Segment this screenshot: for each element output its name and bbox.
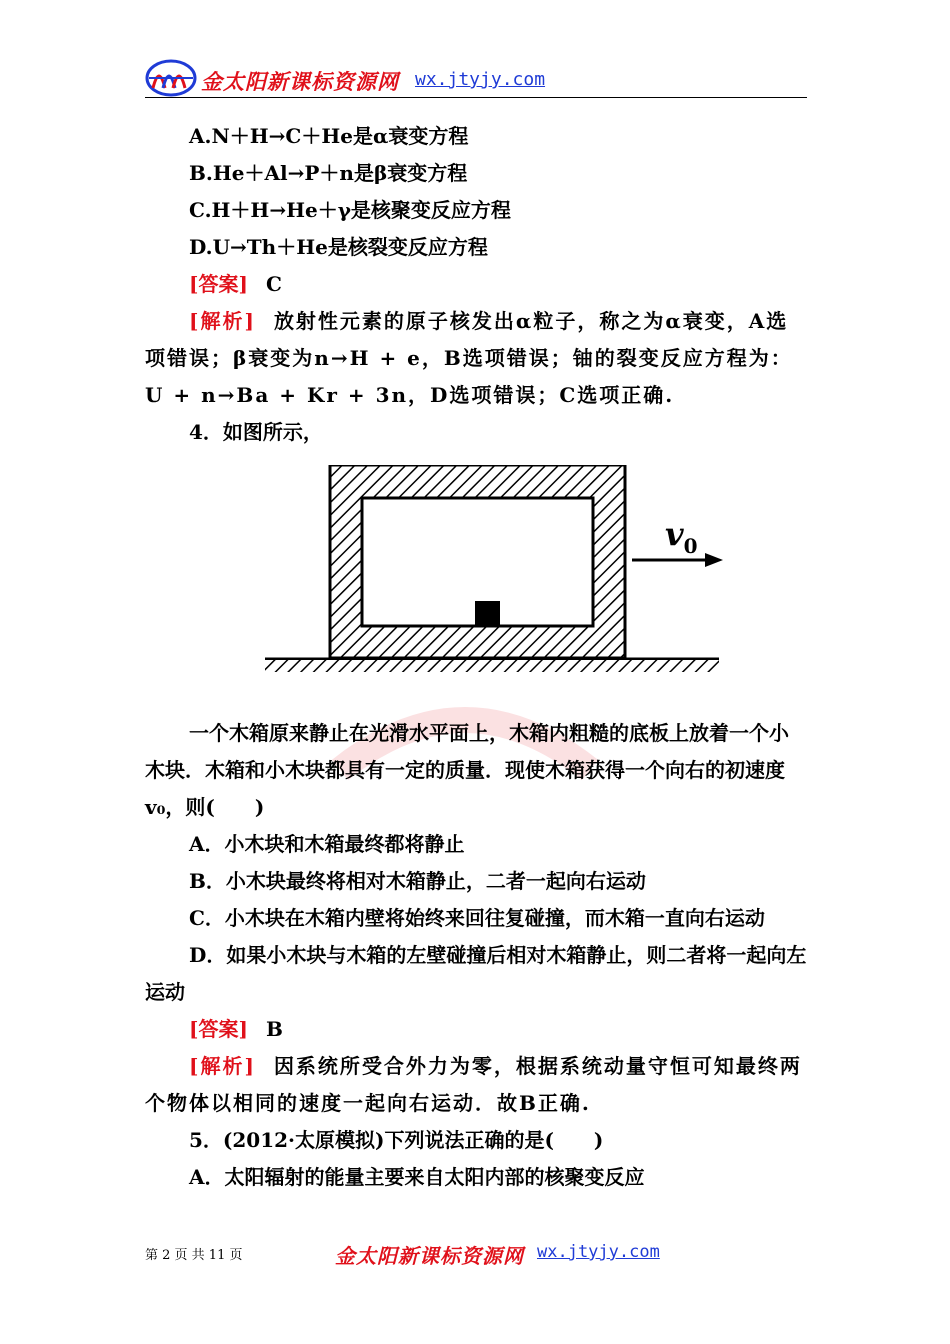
q4-stem-intro: 4．如图所示， — [189, 420, 323, 444]
analysis-tag: [解析] — [189, 309, 256, 333]
arrow-head-icon — [705, 553, 723, 567]
page-footer — [145, 1238, 807, 1268]
q3-answer — [145, 266, 807, 303]
analysis-text: 放射性元素的原子核发出α粒子，称之为α衰变，A选项错误；β衰变为n→H + e，B选项错误；铀的裂变反应方程为：U + n→Ba + Kr + 3n，D选项错误；C选项正确. — [145, 309, 793, 407]
q3-option-c: C.H＋H→He＋γ是核聚变反应方程 — [189, 198, 511, 222]
answer-tag: [答案] — [189, 272, 248, 296]
q3-analysis — [145, 303, 807, 414]
brand-url-link[interactable]: wx.jtyjy.com — [415, 69, 546, 90]
header-divider — [145, 97, 807, 98]
q4-option-c: C．小木块在木箱内壁将始终来回往复碰撞，而木箱一直向右运动 — [189, 906, 765, 930]
q4-stem: 一个木箱原来静止在光滑水平面上，木箱内粗糙的底板上放着一个小木块．木箱和小木块都具有一定的质量．现使木箱获得一个向右的初速度v₀，则( ) — [145, 721, 789, 819]
ground-hatch — [265, 660, 719, 672]
q3-option-d: D.U→Th＋He是核裂变反应方程 — [189, 235, 488, 259]
page-header — [145, 52, 807, 100]
analysis-text: 因系统所受合外力为零，根据系统动量守恒可知最终两个物体以相同的速度一起向右运动．故B正确. — [145, 1054, 802, 1115]
velocity-label: $v_0$ — [665, 515, 698, 558]
q5-option-a: A．太阳辐射的能量主要来自太阳内部的核聚变反应 — [189, 1165, 645, 1189]
footer-url-link[interactable]: wx.jtyjy.com — [537, 1242, 660, 1262]
q5-stem: 5．(2012·太原模拟)下列说法正确的是( ) — [189, 1128, 604, 1152]
page-number: 第 2 页 共 11 页 — [145, 1248, 243, 1263]
footer-brand-name: 金太阳新课标资源网 — [335, 1244, 524, 1268]
q3-option-b: B.He＋Al→P＋n是β衰变方程 — [189, 161, 468, 185]
box-figure — [145, 451, 807, 715]
q4-option-d: D．如果小木块与木箱的左壁碰撞后相对木箱静止，则二者将一起向左运动 — [145, 943, 807, 1004]
q4-answer — [145, 1011, 807, 1048]
logo-icon — [145, 58, 197, 98]
answer-value: B — [265, 1017, 283, 1041]
box-walls — [330, 465, 625, 658]
brand-name: 金太阳新课标资源网 — [201, 69, 399, 94]
q3-option-a: A.N＋H→C＋He是α衰变方程 — [189, 124, 469, 148]
document-body — [145, 118, 807, 1196]
q4-analysis — [145, 1048, 807, 1122]
wooden-box-diagram — [265, 465, 735, 705]
answer-value: C — [265, 272, 282, 296]
q4-option-b: B．小木块最终将相对木箱静止，二者一起向右运动 — [189, 869, 646, 893]
small-block — [475, 601, 500, 626]
answer-tag: [答案] — [189, 1017, 248, 1041]
q4-option-a: A．小木块和木箱最终都将静止 — [189, 832, 465, 856]
analysis-tag: [解析] — [189, 1054, 256, 1078]
